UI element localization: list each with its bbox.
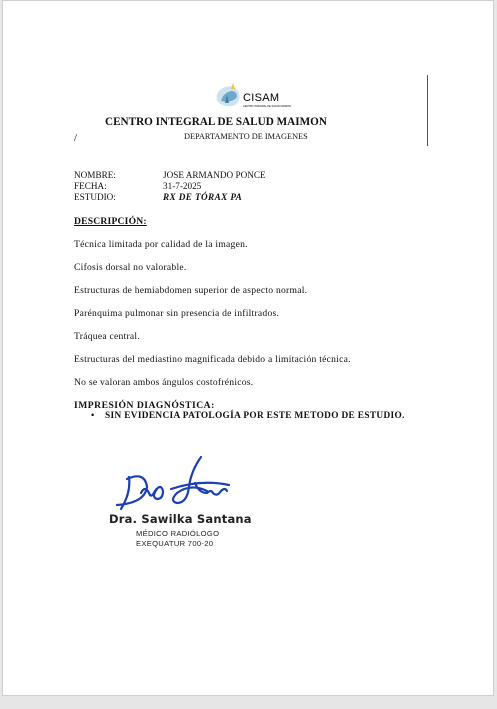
finding-item: Técnica limitada por calidad de la imagen. — [74, 239, 248, 250]
finding-item: Parénquima pulmonar sin presencia de infiltrados. — [74, 308, 280, 319]
date-value: 31-7-2025 — [163, 181, 202, 191]
header-divider — [427, 75, 428, 146]
doctor-title: MÉDICO RADIÓLOGO — [136, 529, 220, 538]
slash-mark: / — [74, 132, 78, 144]
report-page — [2, 0, 494, 696]
description-heading: DESCRIPCIÓN: — [74, 216, 147, 227]
doctor-exequatur: EXEQUATUR 700-20 — [136, 539, 214, 548]
impression-heading: IMPRESIÓN DIAGNÓSTICA: — [74, 400, 215, 411]
date-label: FECHA: — [74, 181, 107, 191]
institution-title: CENTRO INTEGRAL DE SALUD MAIMON — [105, 116, 327, 128]
logo-subtext: CENTRO INTEGRAL DE SALUD MAIMON — [243, 105, 291, 108]
finding-item: Estructuras del mediastino magnificada debido a limitación técnica. — [74, 354, 351, 365]
finding-item: Tráquea central. — [74, 331, 140, 342]
finding-item: Estructuras de hemiabdomen superior de aspecto normal. — [74, 285, 308, 296]
doctor-name: Dra. Sawilka Santana — [109, 512, 252, 526]
impression-text: SIN EVIDENCIA PATOLOGÍA POR ESTE METODO DE ESTUDIO. — [105, 411, 405, 421]
impression-item — [91, 411, 405, 421]
department-name: DEPARTAMENTO DE IMAGENES — [184, 132, 308, 141]
name-value: JOSE ARMANDO PONCE — [163, 170, 266, 180]
cisam-logo — [213, 81, 293, 109]
handwritten-signature — [111, 453, 235, 515]
name-label: NOMBRE: — [74, 170, 116, 180]
finding-item: No se valoran ambos ángulos costofrénicos. — [74, 377, 254, 388]
bullet-icon: • — [91, 411, 95, 421]
logo-text: CISAM — [243, 92, 280, 104]
study-label: ESTUDIO: — [74, 192, 116, 202]
study-value: RX DE TÓRAX PA — [163, 192, 243, 202]
finding-item: Cifosis dorsal no valorable. — [74, 262, 187, 273]
